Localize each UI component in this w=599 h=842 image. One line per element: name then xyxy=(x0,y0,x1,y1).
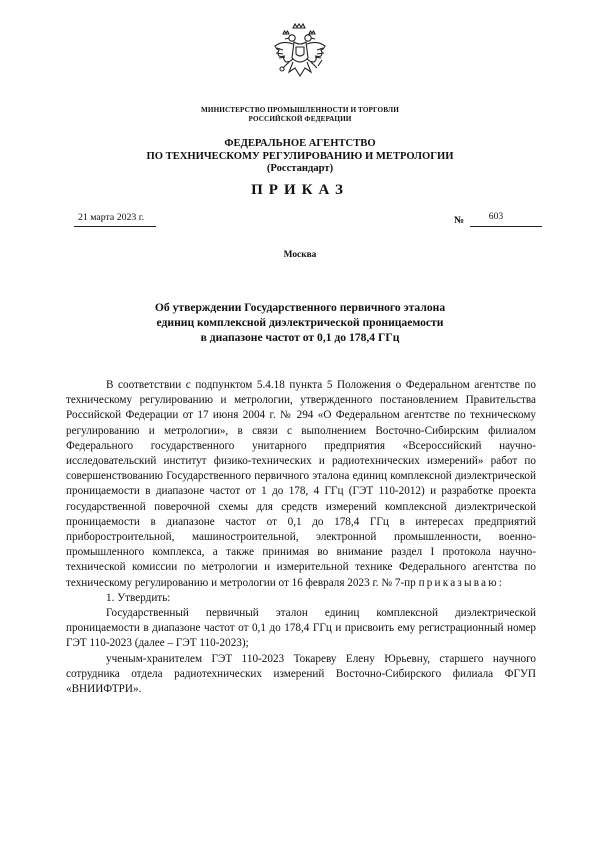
order-verb: приказываю: xyxy=(418,576,505,589)
agency-line-3: (Росстандарт) xyxy=(266,163,334,174)
agency-line-1: ФЕДЕРАЛЬНОЕ АГЕНТСТВО xyxy=(224,138,376,149)
russian-coat-of-arms-icon xyxy=(271,22,329,84)
ministry-name xyxy=(150,106,450,124)
issue-city: Москва xyxy=(283,250,317,260)
order-date: 21 марта 2023 г. xyxy=(78,212,145,223)
document-type-heading: ПРИКАЗ xyxy=(251,182,349,198)
preamble-text: В соответствии с подпунктом 5.4.18 пункта 5 Положения о Федеральном агентстве по техническому регулированию и метрологии, утвержденного постановлением Правительства Российской Федерации от 17 июня 2004 г. № 294 «О Федеральном агентстве по техническому регулированию и метрологии», в связи с выполнением Восточно-Сибирским филиалом Федерального государственного унитарного предприятия «Всероссийский научно-исследовательский институт физико-технических и радиотехнических измерений» работ по совершенствованию Государственного первичного эталона единиц комплексной диэлектрической проницаемости в диапазоне частот от 1 до 178, 4 ГГц (ГЭТ 110-2012) и разработке проекта государственной поверочной схемы для средств измерений комплексной диэлектрической проницаемости в диапазоне частот от 0,1 до 178,4 ГГц в интересах предприятий приборостроительной, машиностроительной, электронной промышленности, военно-промышленного комплекса, а также принимая во внимание раздел I протокола научно-технической комиссии по метрологии и измерительной технике Федерального агентства по техническому регулированию и метрологии от 16 февраля 2023 г. № 7-пр xyxy=(66,379,536,589)
agency-line-2: ПО ТЕХНИЧЕСКОМУ РЕГУЛИРОВАНИЮ И МЕТРОЛОГИИ xyxy=(146,150,454,162)
item-1-heading: 1. Утвердить: xyxy=(106,591,171,604)
agency-name xyxy=(100,138,500,176)
date-underline xyxy=(74,226,156,227)
order-title xyxy=(100,300,500,346)
order-number: 603 xyxy=(488,211,504,222)
title-line-2: единиц комплексной диэлектрической проницаемости xyxy=(156,316,444,330)
ministry-line-2: РОССИЙСКОЙ ФЕДЕРАЦИИ xyxy=(248,115,352,123)
ministry-line-1: МИНИСТЕРСТВО ПРОМЫШЛЕННОСТИ И ТОРГОВЛИ xyxy=(201,106,399,114)
item-1-standard: Государственный первичный эталон единиц комплексной диэлектрической проницаемости в диапазоне частот от 0,1 до 178,4 ГГц и присвоить ему регистрационный номер ГЭТ 110-2023 (далее – ГЭТ 110-2023); xyxy=(66,607,536,650)
order-number-label: № xyxy=(454,215,465,226)
title-line-3: в диапазоне частот от 0,1 до 178,4 ГГц xyxy=(200,331,400,345)
title-line-1: Об утверждении Государственного первичного эталона xyxy=(154,301,446,314)
item-1-custodian: ученым-хранителем ГЭТ 110-2023 Токареву Елену Юрьевну, старшего научного сотрудника отдела радиотехнических измерений Восточно-Сибирского филиала ФГУП «ВНИИФТРИ». xyxy=(66,652,536,696)
preamble-paragraph xyxy=(66,378,536,591)
order-body xyxy=(66,378,536,697)
number-underline xyxy=(470,226,542,227)
